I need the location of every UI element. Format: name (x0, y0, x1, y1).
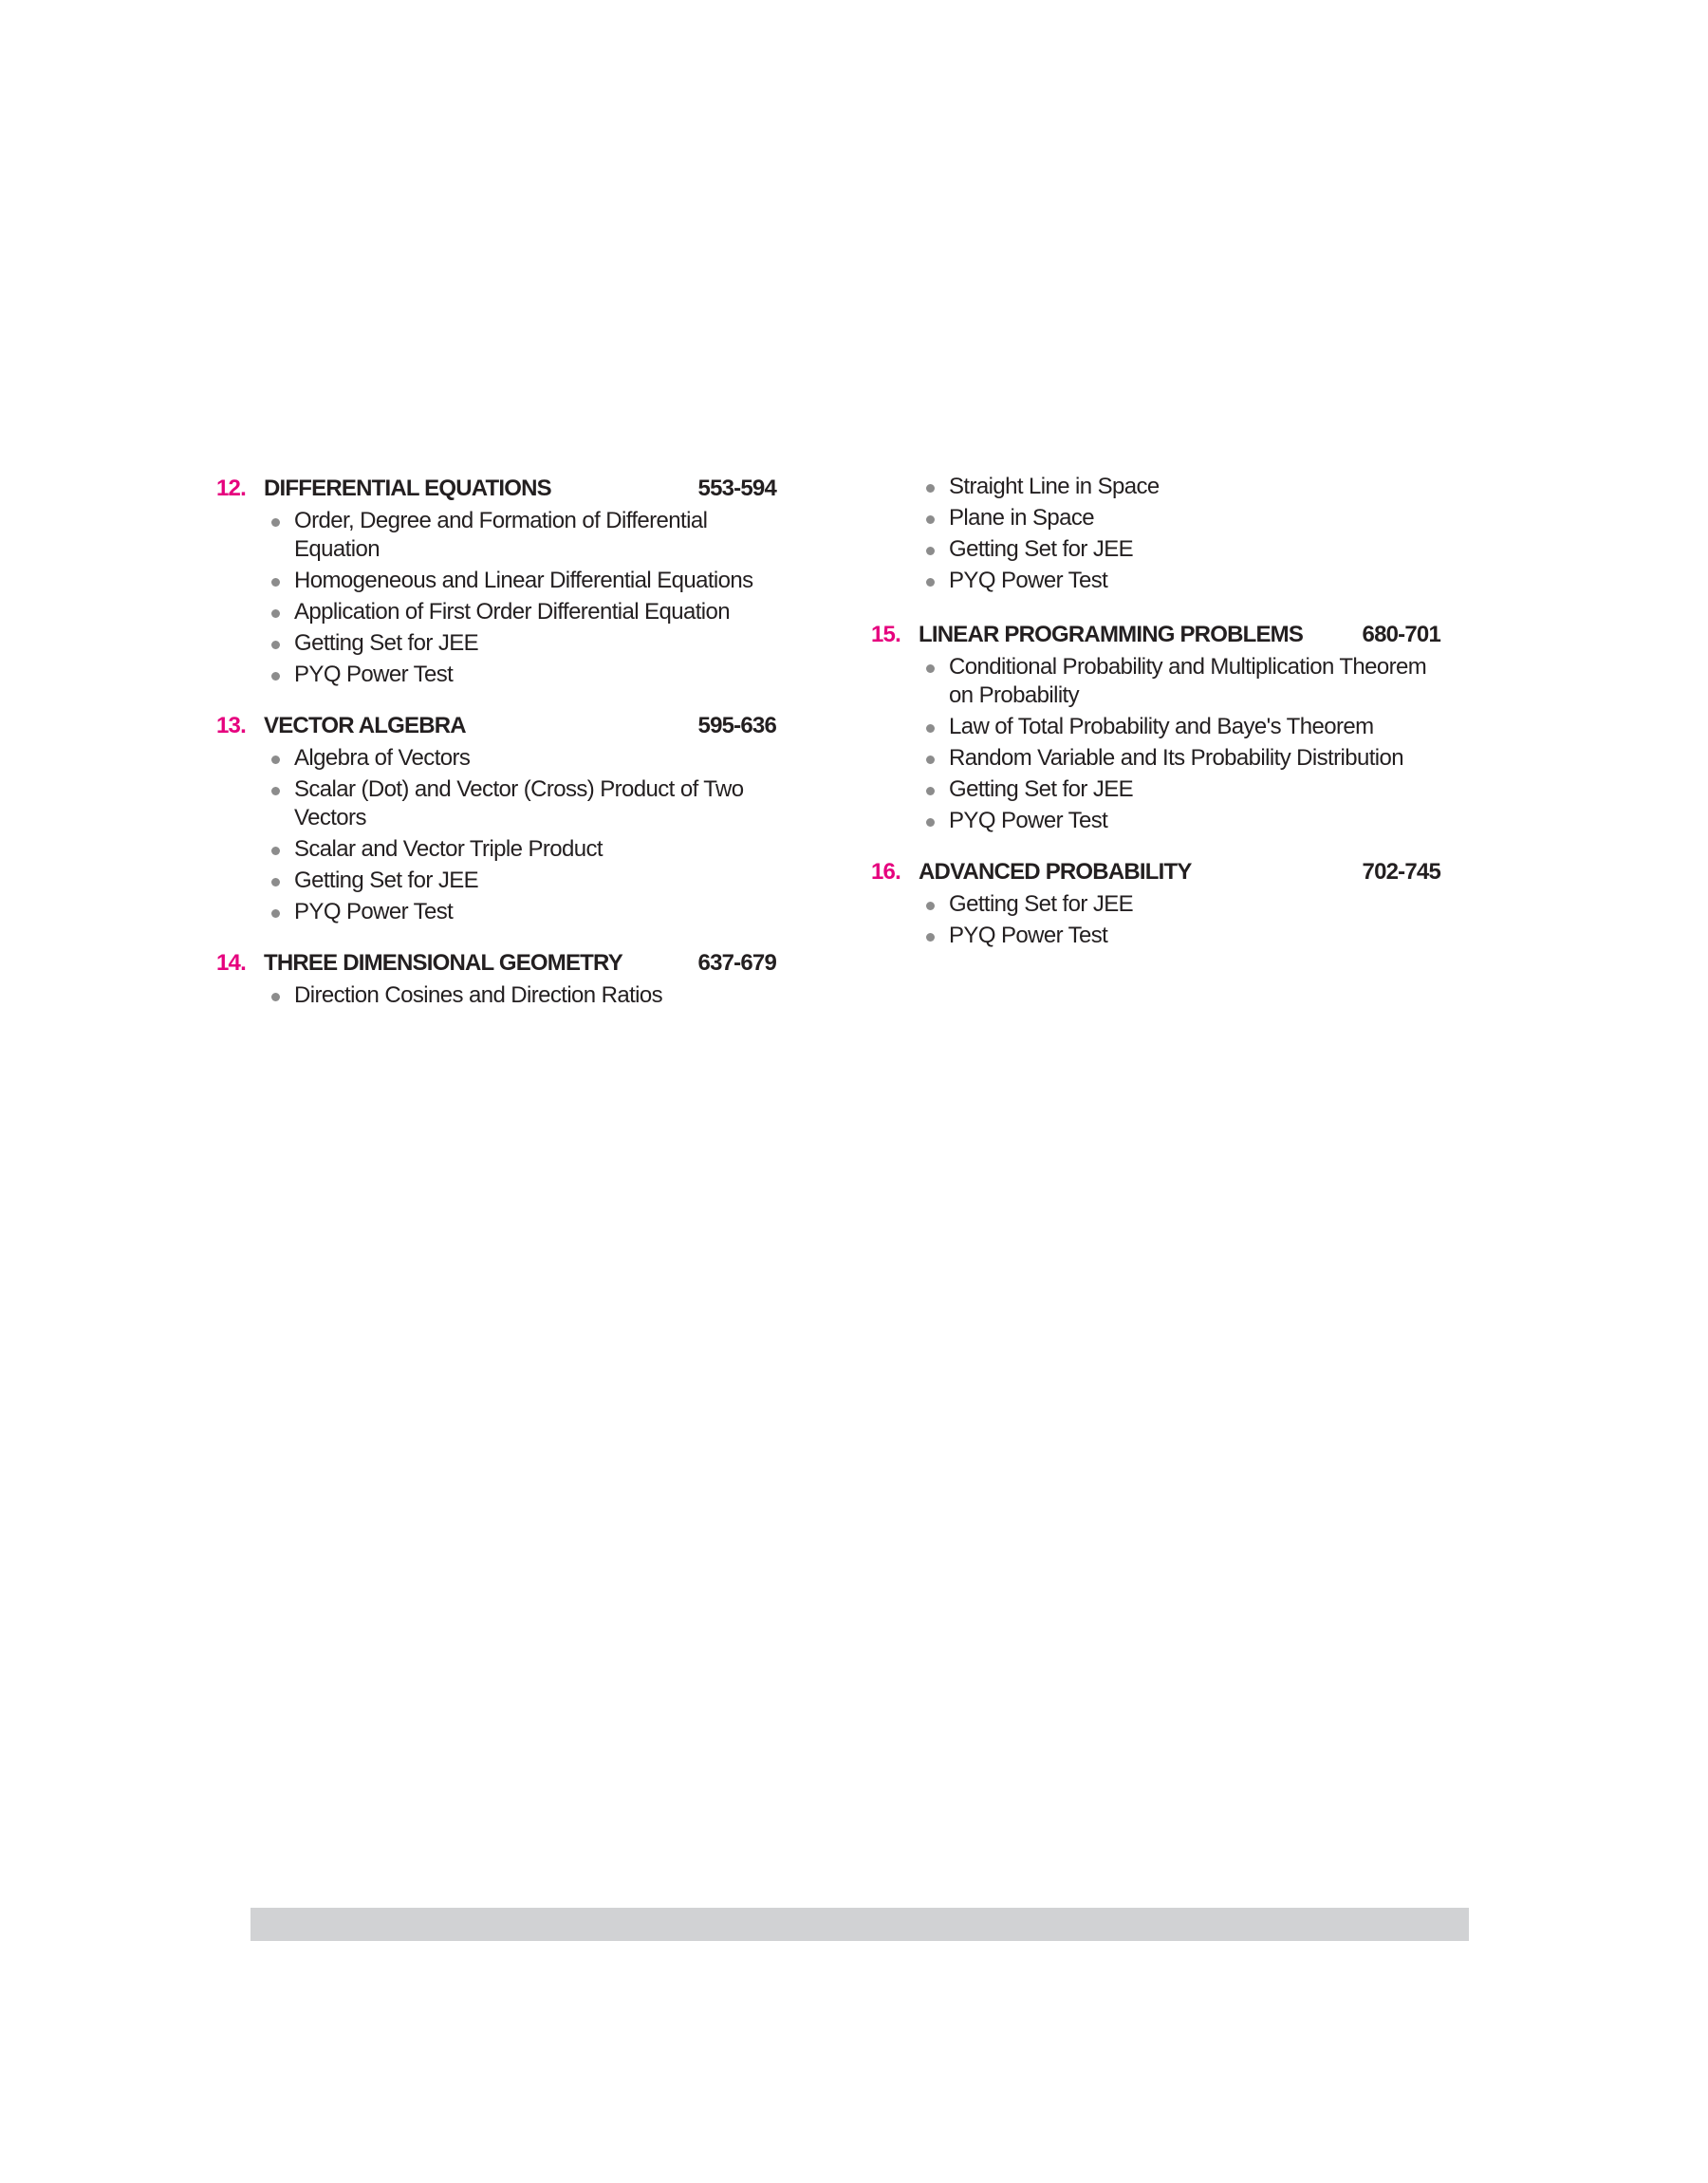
topic-item[interactable]: Getting Set for JEE (924, 775, 1440, 804)
bullet-icon (924, 713, 949, 741)
topic-item[interactable]: Algebra of Vectors (269, 744, 776, 773)
chapter-13 (216, 710, 776, 926)
topic-item[interactable]: Straight Line in Space (924, 473, 1440, 501)
bullet-icon (924, 473, 949, 501)
chapter-title[interactable]: DIFFERENTIAL EQUATIONS (264, 476, 551, 501)
topic-item[interactable]: PYQ Power Test (924, 922, 1440, 950)
topic-item[interactable]: Random Variable and Its Probability Distribution (924, 744, 1440, 773)
topic-item[interactable]: Getting Set for JEE (269, 629, 776, 658)
bullet-icon (269, 898, 294, 926)
topic-list (216, 981, 776, 1010)
chapter-number: 13. (216, 713, 246, 738)
chapter-16 (871, 856, 1440, 950)
topic-list (871, 653, 1440, 835)
topic-list (216, 744, 776, 926)
toc-right-column (871, 473, 1440, 971)
bullet-icon (269, 567, 294, 595)
bullet-icon (269, 835, 294, 864)
topic-item[interactable]: Scalar (Dot) and Vector (Cross) Product of Two Vectors (269, 775, 776, 832)
topic-item[interactable]: Direction Cosines and Direction Ratios (269, 981, 776, 1010)
chapter-page-range: 680-701 (1362, 622, 1440, 647)
bullet-icon (269, 629, 294, 658)
toc-left-column (216, 473, 776, 1031)
chapter-heading (216, 710, 776, 742)
chapter-heading (216, 473, 776, 505)
bullet-icon (269, 867, 294, 895)
chapter-15 (871, 619, 1440, 835)
bullet-icon (924, 567, 949, 595)
topic-list (216, 507, 776, 689)
topic-item[interactable]: PYQ Power Test (269, 898, 776, 926)
bullet-icon (924, 890, 949, 919)
chapter-heading (871, 619, 1440, 651)
bullet-icon (924, 653, 949, 681)
chapter-heading (871, 856, 1440, 888)
topic-item[interactable]: PYQ Power Test (924, 807, 1440, 835)
topic-item[interactable]: PYQ Power Test (269, 661, 776, 689)
chapter-title[interactable]: VECTOR ALGEBRA (264, 713, 466, 738)
chapter-14-continued-topics (871, 473, 1440, 595)
bullet-icon (924, 744, 949, 773)
topic-item[interactable]: Homogeneous and Linear Differential Equations (269, 567, 776, 595)
topic-item[interactable]: Plane in Space (924, 504, 1440, 532)
topic-item[interactable]: Order, Degree and Formation of Differential Equation (269, 507, 776, 564)
bullet-icon (269, 661, 294, 689)
topic-item[interactable]: Getting Set for JEE (924, 890, 1440, 919)
bullet-icon (269, 775, 294, 804)
chapter-title[interactable]: THREE DIMENSIONAL GEOMETRY (264, 950, 622, 976)
topic-item[interactable]: Conditional Probability and Multiplication Theorem on Probability (924, 653, 1440, 710)
bullet-icon (269, 981, 294, 1010)
bullet-icon (269, 507, 294, 535)
bullet-icon (269, 598, 294, 626)
chapter-title[interactable]: LINEAR PROGRAMMING PROBLEMS (919, 622, 1304, 647)
bullet-icon (269, 744, 294, 773)
chapter-number: 16. (871, 859, 900, 885)
bullet-icon (924, 922, 949, 950)
bullet-icon (924, 807, 949, 835)
topic-list (871, 890, 1440, 950)
topic-item[interactable]: PYQ Power Test (924, 567, 1440, 595)
bullet-icon (924, 535, 949, 564)
chapter-12 (216, 473, 776, 689)
topic-item[interactable]: Scalar and Vector Triple Product (269, 835, 776, 864)
chapter-number: 15. (871, 622, 900, 647)
chapter-title[interactable]: ADVANCED PROBABILITY (919, 859, 1192, 885)
chapter-page-range: 637-679 (697, 950, 776, 976)
topic-item[interactable]: Application of First Order Differential Equation (269, 598, 776, 626)
topic-item[interactable]: Law of Total Probability and Baye's Theorem (924, 713, 1440, 741)
chapter-heading (216, 947, 776, 980)
topic-item[interactable]: Getting Set for JEE (269, 867, 776, 895)
bullet-icon (924, 504, 949, 532)
chapter-14 (216, 947, 776, 1010)
chapter-page-range: 553-594 (697, 476, 776, 501)
footer-bar (251, 1908, 1469, 1941)
bullet-icon (924, 775, 949, 804)
chapter-number: 12. (216, 476, 246, 501)
chapter-number: 14. (216, 950, 246, 976)
topic-item[interactable]: Getting Set for JEE (924, 535, 1440, 564)
chapter-page-range: 702-745 (1362, 859, 1440, 885)
chapter-page-range: 595-636 (697, 713, 776, 738)
